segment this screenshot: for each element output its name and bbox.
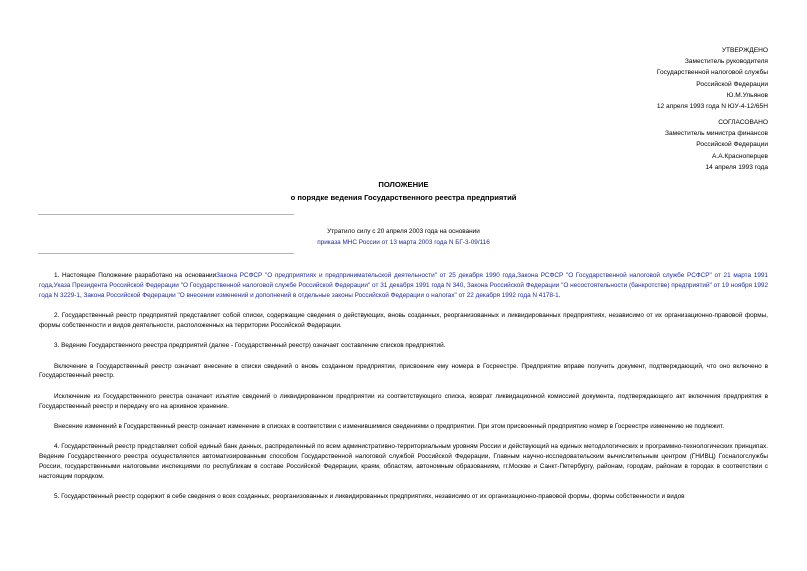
approval-line: 12 апреля 1993 года N ЮУ-4-12/65Н <box>656 103 768 111</box>
approval-block <box>657 45 768 112</box>
paragraph-4: Включение в Государственный реестр означает внесение в списки сведений о вновь созданном предприятии, присвоение ему номера в Госреестре. Предприятие вправе получить документ, подтверждающий, что оно включено в Государственный реестр. <box>39 362 768 380</box>
paragraph-7: 4. Государственный реестр представляет собой единый банк данных, распределенный по всем административно-территориальным уровням России и действующий на единых методологических и программно-технологических принципах. Ведение Государственного реестра осуществляется автоматизированным способом Государственной налоговой службой Российской Федерации, Главным научно-исследовательским вычислительным центром (ГНИВЦ) Госналогслужбы России, государственными налоговыми инспекциями по республикам в составе Российской Федерации, краям, областям, автономным образованиям, гг.Москве и Санкт-Петербургу, районам, городам, районам в городах в соответствии с настоящим порядком. <box>39 443 768 480</box>
repeal-note-text: Утратило силу с 20 апреля 2003 года на основании <box>327 228 480 235</box>
agreement-line: Российской Федерации <box>696 141 768 149</box>
title-line-2: о порядке ведения Государственного реестра предприятий <box>290 193 517 202</box>
document-title <box>0 178 807 204</box>
agreement-line: СОГЛАСОВАНО <box>718 119 768 126</box>
agreement-line: 14 апреля 1993 года <box>705 163 768 171</box>
approval-line: УТВЕРЖДЕНО <box>721 47 768 54</box>
agreement-line: Заместитель министра финансов <box>665 130 768 138</box>
repeal-note <box>0 226 807 248</box>
paragraph-text: . <box>558 291 561 299</box>
agreement-block <box>665 117 768 173</box>
document-body <box>39 271 768 513</box>
paragraph-5: Исключение из Государственного реестра означает изъятие сведений о ликвидированном предприятии из соответствующего списка, возврат ликвидационной комиссией документа, подтверждающего акт включения предприятия в Государственный реестр и передачу его на архивное хранение. <box>39 392 768 410</box>
paragraph-6: Внесение изменений в Государственный реестр означает изменение в списках в соответствии с изменившимися сведениями о предприятии. При этом присвоенный предприятию номер в Госреестре изменению не подлежит. <box>54 422 724 430</box>
title-line-1: ПОЛОЖЕНИЕ <box>378 180 429 189</box>
approval-line: Российской Федерации <box>696 80 768 88</box>
law-link-tax-service[interactable]: Закона РСФСР "О Государственной налоговой службе РСФСР" от 21 марта 1991 года <box>39 272 768 289</box>
separator: , <box>515 272 518 279</box>
paragraph-3: 3. Ведение Государственного реестра предприятий (далее - Государственный реестр) означает составление списков предприятий. <box>54 342 446 350</box>
paragraph-2: 2. Государственный реестр предприятий представляет собой списки, содержащие сведения о действующих, вновь созданных, реорганизованных и ликвидированных предприятиях, независимо от их организационно-правовой формы, формы собственности и видов деятельности, расположенных на территории Российской Федерации. <box>39 311 768 329</box>
divider-top <box>38 214 294 215</box>
law-link-tax-amendments[interactable]: Закона Российской Федерации "О внесении изменений и дополнений в отдельные законы Российской Федерации о налогах" от 22 декабря 1992 года N 4178-1 <box>83 291 559 299</box>
repeal-order-link[interactable]: приказа МНС России от 13 марта 2003 года N БГ-3-09/116 <box>317 239 490 246</box>
law-link-enterprises[interactable]: Закона РСФСР "О предприятиях и предпринимательской деятельности" от 25 декабря 1990 года <box>216 272 516 279</box>
approval-line: Ю.М.Ульянов <box>726 91 768 99</box>
separator: , <box>51 281 54 289</box>
divider-bottom <box>38 253 294 254</box>
separator: , <box>463 281 467 289</box>
decree-link-president[interactable]: Указа Президента Российской Федерации "О Государственной налоговой службе Российской Федерации" от 31 декабря 1991 года N 340 <box>53 281 464 289</box>
separator: , <box>79 291 84 299</box>
approval-line: Государственной налоговой службы <box>656 69 768 77</box>
paragraph-1 <box>39 271 768 300</box>
paragraph-text: 1. Настоящее Положение разработано на основании <box>54 272 217 279</box>
law-link-bankruptcy[interactable]: Закона Российской Федерации "О несостоятельности (банкротстве) предприятий" от 19 ноября 1992 года N 3229-1 <box>39 281 769 299</box>
paragraph-8: 5. Государственный реестр содержит в себе сведения о всех созданных, реорганизованных и ликвидированных предприятиях, независимо от их организационно-правовой формы, формы собственности и видов <box>54 493 685 501</box>
agreement-line: А.А.Красноперцев <box>711 152 768 160</box>
approval-line: Заместитель руководителя <box>684 58 768 66</box>
